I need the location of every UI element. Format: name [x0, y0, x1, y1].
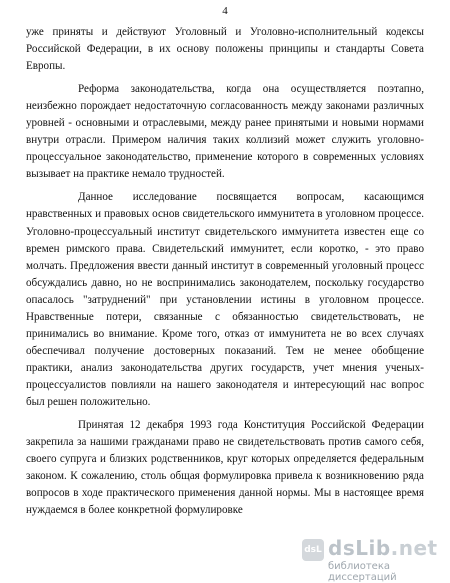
body-text: [26, 24, 424, 519]
text-line: Данное исследование посвящается вопросам, касающимся: [78, 191, 424, 204]
text-line: законодателем, поскольку государство опасалось "затруднений" при: [26, 276, 424, 306]
text-line: достоверных показаний. Тем не менее обобщение практики, анализ: [26, 344, 424, 374]
text-line: законодательства других государств, учет мнения ученых-процессуалистов: [26, 361, 424, 391]
text-line: Совета Европы.: [26, 43, 424, 73]
text-line: повлияли на нашего законодателя и интересующий нас вопрос был решен: [26, 378, 424, 408]
watermark-site-part1: dsLib: [328, 536, 391, 560]
paragraph: [26, 24, 424, 75]
paragraph: [26, 81, 424, 183]
page-number: 4: [222, 5, 228, 17]
watermark-site-part2: .net: [390, 536, 438, 560]
paragraph: [26, 189, 424, 411]
text-line: установлении истины в уголовном процессе. Нравственные потери,: [26, 293, 424, 323]
paragraph: [26, 417, 424, 519]
text-line: различных уровней - основными и отраслевыми, между ранее принятыми и: [26, 100, 424, 130]
text-line: процессе. Уголовно-процессуальный институт свидетельского иммунитета: [26, 208, 424, 238]
text-line: неизбежно порождает недостаточную согласованность между законами: [26, 100, 370, 113]
text-line: новыми нормами внутри отрасли. Примером наличия таких коллизий может: [26, 117, 424, 147]
text-line: известен еще со времен римского права. Свидетельский иммунитет, если: [26, 225, 424, 255]
text-line: коротко, - это право молчать. Предложения ввести данный институт в: [26, 242, 424, 272]
text-line: уже приняты и действуют Уголовный и Уголовно-исполнительный кодексы: [26, 26, 424, 38]
watermark-site-name: [328, 536, 438, 560]
text-line: современных условиях вызывает на практике немало трудностей.: [26, 151, 425, 181]
text-line: Принятая 12 декабря 1993 года Конституция Российской Федерации: [78, 419, 424, 432]
text-line: нравственных и правовых основ свидетельского иммунитета в уголовном: [26, 208, 376, 221]
text-line: Российской Федерации, в их основу положены принципы и стандарты: [26, 43, 385, 56]
text-line: себя, своего супруга и близких родственников, круг которых определяется: [26, 436, 424, 466]
text-line: связанные с обязанностью свидетельствовать, не принимались во внимание.: [26, 310, 424, 340]
text-line: закрепила за нашими гражданами право не свидетельствовать против самого: [26, 436, 398, 449]
text-line: Реформа законодательства, когда она осуществляется поэтапно,: [78, 83, 424, 96]
text-line: федеральным законом. К сожалению, столь общая формулировка привела к: [26, 453, 424, 483]
watermark-caption: библиотека диссертаций: [328, 561, 397, 583]
text-line: современный уголовный процесс обсуждались давно, но не воспринимались: [26, 259, 424, 289]
site-watermark: [302, 536, 442, 583]
text-line: служить уголовно-процессуальное законодательство, применение которого в: [26, 134, 424, 164]
text-line: нормы. Мы в настоящее время нуждаемся в более конкретной формулировке: [26, 487, 424, 517]
watermark-logo-icon: dsL: [302, 539, 324, 561]
text-line: положительно.: [80, 395, 151, 408]
text-line: возникновению ряда вопросов в ходе практического применения данной: [26, 470, 424, 500]
text-line: Кроме того, отказ от иммунитета не во всех случаях обеспечивал получение: [26, 327, 424, 357]
